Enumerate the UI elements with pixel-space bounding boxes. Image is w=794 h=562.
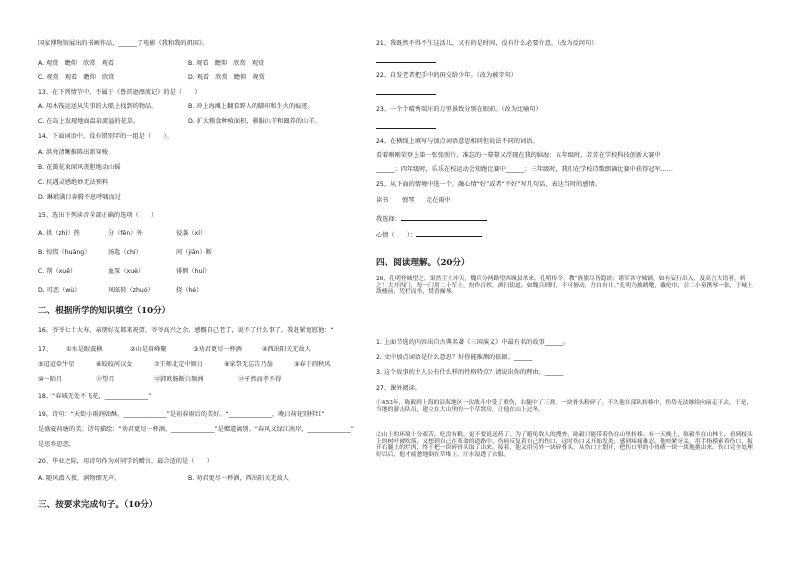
q17-item: ⑬孑然而孝不得 (238, 376, 282, 383)
q15-b-1: B. 惊慌（huāng） (38, 249, 91, 256)
q13-option-b: B. 冲上海滩上翻看野人的脚印和生火的痕迹。 (188, 103, 314, 110)
q23-stem: 23、一个个晴秀端庄的万里景致分别在眼前。（改为比喻句） (376, 106, 542, 113)
q27-stem: 27、课外阅读。 (376, 385, 421, 392)
section-2-heading: 二、根据所学的知识填空（10分） (38, 306, 171, 316)
q17-item: ③劝君更尽一杯酒 (193, 346, 242, 353)
q19-line-1: 19、诗句：“天街小雨润如酥，______________”是初春雨后的美好。“______________，晚日荷花别样红” (38, 411, 325, 418)
q27-paragraph-1: ①453年，陈毅到上海的沿海地区一次战斗中受了重伤，右腿中了三弹，一块骨头粉碎了。不久他在部队转移中，伤势无法继续向前走下去。于是，当地的游击队员，建立在大山里的一个草窝房，让他在山上过冬。 (376, 400, 753, 413)
q22-answer-line[interactable] (376, 88, 436, 97)
q25-choice-label: 我选择： (376, 216, 401, 223)
q21-stem: 21、我既然不得不生这活儿，又有的是时间，没有什么必要介意。（改为反问句） (376, 40, 598, 47)
q14-option-a: A. 洪亮清晰推陈出新穿梭 (38, 149, 108, 156)
q15-d-3: 挠（hé） (176, 287, 203, 294)
section-3-heading: 三、按要求完成句子。（10分） (38, 500, 158, 510)
q13-option-c: C. 在岛上发现地面温泉流溢的花草。 (38, 118, 140, 125)
q17-item: ⑥皎皎河汉女 (96, 361, 133, 368)
section-4-heading: 四、阅读理解。（20分） (376, 258, 470, 268)
q25-option: 弹琴 (402, 197, 415, 204)
q26-passage: 26、孔明登城望之，果然尘土冲天，魏兵分两路望西城县杀来。孔明传令，教“旌旗尽皆隐匿；诸军各守城铺，如有妄行出入，及高言大语者，斩之！大开四门，每一门用二十军士，扮作百姓，洒扫街道。如魏兵到时，不可擅动，吾自有计。”孔明乃披鹤氅，戴纶巾，引二小童携琴一张，于城上敌楼前，凭栏而坐，焚香操琴。 (376, 276, 753, 296)
q15-stem: 15、选出下列读音全部正确的选项（ ） (38, 212, 158, 219)
q23-answer-line[interactable] (376, 122, 436, 131)
q25-stem: 25、从下面的情境中选一个，融心情“好”或者“不好”写几句话，表达当时的感情。 (376, 181, 601, 188)
q16-stem: 16、爷爷七十大寿，亲朋好友都来祝贺，爷爷高兴之余，感慨自己老了，说不了什么事了，我赶紧宽慰他：“ (38, 327, 334, 334)
q18-stem: 18、“春城无处不飞花，______________” (38, 393, 152, 400)
q15-d-1: D. 可恶（wù） (38, 287, 81, 294)
q17-item: ⑨春于阎秋风 (294, 361, 331, 368)
q15-c-1: C. 削（xuē） (38, 268, 77, 275)
q17-item: ①水是眼波横 (66, 346, 103, 353)
q17-item: ⑪望月 (96, 376, 115, 383)
q15-b-2: 汤匙（chí） (108, 249, 142, 256)
q20-option-b: B. 劝君更尽一杯酒，西出阳关无故人 (188, 475, 289, 482)
q26-question-2: 2. 文中加点词语是什么意思？好你能推测的依据。______ (376, 354, 533, 361)
q15-b-3: 间（jiān）断 (176, 249, 212, 256)
q25-choice-blank[interactable] (401, 214, 487, 221)
q19-line-2: 是盛夏荷塘的美。诗句描绘：“劝君更尽一杯酒，______________”是赠道离别。“春风又绿江南岸，______________” (38, 426, 355, 433)
q21-answer-line[interactable] (376, 56, 436, 65)
q14-option-b: B. 花篱花束闻风丧胆地动山摇 (38, 164, 121, 171)
q15-a-1: A. 拱（zhì）热 (38, 230, 80, 237)
q25-option: 读书 (376, 197, 389, 204)
q25-choice-row (376, 214, 487, 223)
q15-a-3: 侵袭（xí） (176, 230, 207, 237)
q17-item: ⑫韩欧肠断白频洲 (154, 376, 204, 383)
q13-option-a: A. 用木筏运送从失事的大船上找到的物品。 (38, 103, 158, 110)
q24-line-2: 看着刚刚荣登上第一张张照片，准忘的一幕幕又浮现在我的脑海：五年级时，芳芳在学校科技创新大赛中 (376, 152, 661, 159)
q17-item: ⑧家祭无忘告乃翁 (224, 361, 273, 368)
q15-c-2: 血泵（xuè） (108, 268, 145, 275)
q17-item: ④西出阳关无故人 (262, 346, 311, 353)
q15-a-2: 分（fēn）外 (108, 230, 143, 237)
q19-line-3: 是思乡思恋， (38, 441, 76, 448)
q25-option: 走在雨中 (426, 197, 451, 204)
q15-d-2: 风眩转（zhuó） (108, 287, 154, 294)
q25-mood-row (376, 230, 482, 239)
q20-stem: 20、毕业之际，用诗句作为对同学的赠言，最合适的是（ ） (38, 458, 213, 465)
q13-option-d: D. 扩大粮食种植面积，驯服山羊和圈养的山羊。 (188, 118, 321, 125)
q22-stem: 22、自发老者把手中的斑交给少年。（改为被字句） (376, 72, 517, 79)
q12-intro: 国家博物馆展出的书画作品，______了电影《我和我的祖国》。 (38, 40, 209, 47)
q26-question-1: 1. 上面节选的内容出自古典名著《三国演义》中最有名的故事______。 (376, 339, 570, 346)
q14-option-c: C. 抗遇灵感绝妙无法预料 (38, 179, 109, 186)
q26-question-3: 3. 这个故事的主人公有什么样的性格特点？请说出你的理由。______ (376, 369, 564, 376)
q17-item: ⑦王师北定中原日 (154, 361, 203, 368)
q12-option-b: B. 观看 瞻仰 欣赏 观赏 (188, 60, 265, 67)
q14-option-d: D. 琳琅满目奔腾不息呼啸而过 (38, 194, 121, 201)
q12-option-d: D. 观看 欣赏 瞻仰 观赏 (188, 74, 265, 81)
q20-option-a: A. 随风潜入夜，润物细无声。 (38, 475, 121, 482)
q14-stem: 14、下面词语中，没有错别字的一组是（ ）。 (38, 133, 173, 140)
q17-item: ⑩一陌月 (38, 376, 63, 383)
q17-item: ⑤迢迢牵牛星 (38, 361, 75, 368)
q13-stem: 13、在下列情节中，不属于《鲁滨逊漂流记》的是（ ） (38, 89, 201, 96)
q12-option-a: A. 观赏 瞻仰 欣赏 观看 (38, 60, 115, 67)
q12-option-c: C. 观赏 观看 瞻仰 欣赏 (38, 74, 115, 81)
q24-line-3: ______；四年级时，乐乐在校运动会短跑比赛中______；三年级时，我们在学校诗歌朗诵比赛中获得冠军…… (376, 166, 673, 173)
q15-c-3: 徘徊（huí） (176, 268, 211, 275)
q27-paragraph-2: ②山上的环境十分艰苦，吃没有粮，更不要说送药了。为了避免敌人的搜查，陈毅只能带着伤在山里转移。有一天晚上，陈毅坐在山林土，看到枝头上的树叶被吹落，又想到自己在革命的道路中，伤病反复着自己的伤口，这时伤口又开始发炎，感到疼痛难忍。他咬紧牙关，用手指摸索着伤口，扳开右腿上的烂肉，终于把一块碎骨头取了出来。接着，他又用另外一块碎骨头，从伤口上划开，把伤口里的小骨碴一块一块地挑出来。伤口完全处理好以后，他才疲惫地倒在草堆上，汗水湿透了衣服。 (376, 432, 753, 458)
q24-line-1: 24、在横线上填写与加点词语意思相同但说法不同的词语。 (376, 138, 539, 145)
q25-mood-label: 心情（ ）： (376, 232, 417, 239)
q17-item: ②山是眉峰聚 (130, 346, 167, 353)
q17-label: 17、 (38, 346, 53, 353)
q25-mood-blank[interactable] (416, 230, 482, 237)
